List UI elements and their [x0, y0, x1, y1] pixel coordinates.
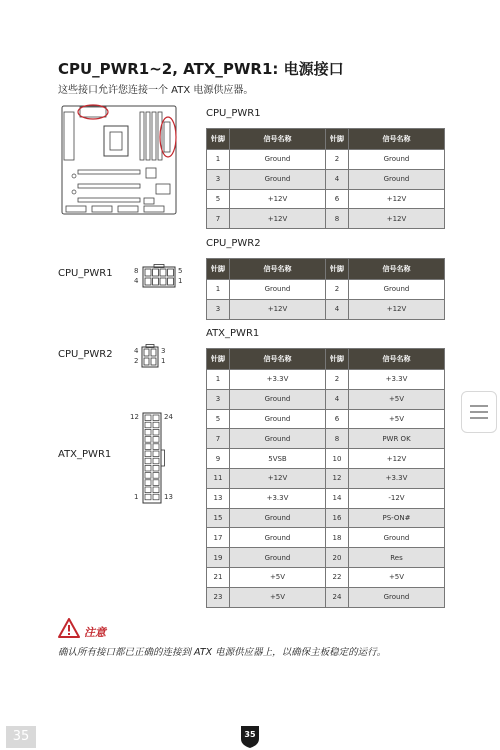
connector-pin — [145, 465, 151, 471]
table-header: 针脚 — [207, 349, 230, 370]
pin-cell: 3 — [207, 389, 230, 409]
connector-pin — [153, 480, 159, 486]
connector-pin — [153, 458, 159, 464]
pin-cell: 1 — [207, 370, 230, 390]
atx-pwr1-pin-table — [206, 348, 445, 608]
connector-pin — [153, 494, 159, 500]
table-row — [207, 587, 445, 607]
pin-cell: 12 — [326, 468, 349, 488]
connector-pin — [145, 422, 151, 428]
connector-pin — [153, 429, 159, 435]
pin-cell: 11 — [207, 468, 230, 488]
pin-cell: 17 — [207, 528, 230, 548]
pin-cell: 1 — [207, 150, 230, 170]
table-row — [207, 508, 445, 528]
pin-number: 1 — [134, 493, 139, 501]
page-number-box: 35 — [6, 726, 36, 748]
pin-number: 1 — [161, 357, 166, 365]
table-row — [207, 299, 445, 319]
signal-cell: +5V — [349, 389, 445, 409]
cpu-pwr1-label: CPU_PWR1 — [58, 268, 113, 279]
table-header: 针脚 — [326, 349, 349, 370]
connector-pin — [153, 444, 159, 450]
signal-cell: Ground — [349, 169, 445, 189]
caution-text: 确认所有接口都已正确的连接到 ATX 电源供应器上，以确保主板稳定的运行。 — [58, 647, 387, 658]
cpu-pwr2-label: CPU_PWR2 — [58, 349, 113, 360]
connector-pin — [145, 487, 151, 493]
page-badge — [240, 725, 260, 749]
table-row — [207, 169, 445, 189]
atx-pwr1-table-title: ATX_PWR1 — [206, 328, 260, 339]
table-row — [207, 449, 445, 469]
pin-number: 4 — [134, 347, 139, 355]
table-header: 针脚 — [207, 259, 230, 280]
table-row — [207, 189, 445, 209]
pin-cell: 2 — [326, 370, 349, 390]
pin-number: 1 — [178, 277, 183, 285]
signal-cell: +12V — [349, 209, 445, 229]
pin-cell: 6 — [326, 409, 349, 429]
signal-cell: +5V — [349, 567, 445, 587]
pin-cell: 18 — [326, 528, 349, 548]
motherboard-diagram — [60, 104, 178, 216]
signal-cell: +5V — [349, 409, 445, 429]
signal-cell: Res — [349, 548, 445, 568]
table-row — [207, 488, 445, 508]
cpu-pwr1-table-title: CPU_PWR1 — [206, 108, 261, 119]
atx-pwr1-label: ATX_PWR1 — [58, 449, 112, 460]
caution-title: 注意 — [84, 626, 106, 639]
pin-cell: 13 — [207, 488, 230, 508]
cpu-pwr1-connector-diagram — [142, 264, 176, 288]
signal-cell: Ground — [230, 548, 326, 568]
connector-pin — [153, 465, 159, 471]
connector-pin — [145, 415, 151, 421]
signal-cell: Ground — [230, 508, 326, 528]
signal-cell: Ground — [230, 280, 326, 300]
connector-pin — [153, 451, 159, 457]
pin-number: 12 — [130, 413, 139, 421]
connector-pin — [145, 429, 151, 435]
pin-number: 4 — [134, 277, 139, 285]
pin-number: 3 — [161, 347, 166, 355]
connector-pin — [153, 437, 159, 443]
pin-cell: 1 — [207, 280, 230, 300]
pin-cell: 9 — [207, 449, 230, 469]
connector-pin — [145, 473, 151, 479]
connector-pin — [145, 458, 151, 464]
pin-cell: 15 — [207, 508, 230, 528]
signal-cell: Ground — [230, 389, 326, 409]
warning-icon — [58, 618, 80, 638]
pin-cell: 7 — [207, 209, 230, 229]
pin-cell: 20 — [326, 548, 349, 568]
table-row — [207, 468, 445, 488]
pin-cell: 7 — [207, 429, 230, 449]
connector-pin — [153, 473, 159, 479]
signal-cell: Ground — [349, 150, 445, 170]
table-row — [207, 548, 445, 568]
signal-cell: 5VSB — [230, 449, 326, 469]
table-row — [207, 389, 445, 409]
table-header: 针脚 — [326, 129, 349, 150]
signal-cell: +3.3V — [349, 370, 445, 390]
signal-cell: Ground — [230, 409, 326, 429]
signal-cell: +12V — [349, 189, 445, 209]
table-header: 信号名称 — [349, 259, 445, 280]
signal-cell: -12V — [349, 488, 445, 508]
pin-cell: 3 — [207, 299, 230, 319]
pin-cell: 3 — [207, 169, 230, 189]
pin-cell: 8 — [326, 429, 349, 449]
cpu-pwr2-pin-table — [206, 258, 445, 320]
cpu-pwr2-table-title: CPU_PWR2 — [206, 238, 261, 249]
signal-cell: +12V — [349, 449, 445, 469]
signal-cell: +5V — [230, 587, 326, 607]
signal-cell: Ground — [230, 429, 326, 449]
signal-cell: Ground — [349, 587, 445, 607]
signal-cell: +12V — [230, 189, 326, 209]
pin-cell: 22 — [326, 567, 349, 587]
pin-cell: 10 — [326, 449, 349, 469]
signal-cell: Ground — [230, 528, 326, 548]
signal-cell: +12V — [349, 299, 445, 319]
connector-pin — [153, 422, 159, 428]
pin-number: 8 — [134, 267, 139, 275]
pin-cell: 23 — [207, 587, 230, 607]
pin-cell: 24 — [326, 587, 349, 607]
table-row — [207, 370, 445, 390]
signal-cell: +12V — [230, 468, 326, 488]
signal-cell: +3.3V — [230, 370, 326, 390]
connector-pin — [145, 437, 151, 443]
connector-pin — [153, 487, 159, 493]
pin-number: 13 — [164, 493, 173, 501]
page-subtitle: 这些接口允许您连接一个 ATX 电源供应器。 — [58, 85, 254, 96]
table-row — [207, 209, 445, 229]
signal-cell: Ground — [349, 280, 445, 300]
connector-pin — [145, 480, 151, 486]
hamburger-icon — [470, 405, 488, 407]
pin-cell: 19 — [207, 548, 230, 568]
connector-pin — [153, 415, 159, 421]
signal-cell: PWR OK — [349, 429, 445, 449]
table-header: 信号名称 — [349, 349, 445, 370]
pin-cell: 4 — [326, 389, 349, 409]
table-row — [207, 409, 445, 429]
pin-cell: 6 — [326, 189, 349, 209]
signal-cell: Ground — [349, 528, 445, 548]
table-header: 针脚 — [207, 129, 230, 150]
table-header: 信号名称 — [230, 259, 326, 280]
pin-cell: 5 — [207, 189, 230, 209]
table-row — [207, 567, 445, 587]
signal-cell: Ground — [230, 169, 326, 189]
cpu-pwr1-pin-table — [206, 128, 445, 229]
signal-cell: +5V — [230, 567, 326, 587]
connector-pin — [145, 451, 151, 457]
pin-cell: 2 — [326, 280, 349, 300]
table-row — [207, 280, 445, 300]
hamburger-icon — [470, 411, 488, 413]
menu-button[interactable] — [461, 391, 497, 433]
hamburger-icon — [470, 417, 488, 419]
atx-pwr1-connector-diagram — [142, 412, 166, 504]
table-header: 信号名称 — [230, 349, 326, 370]
table-header: 信号名称 — [349, 129, 445, 150]
signal-cell: +12V — [230, 209, 326, 229]
table-row — [207, 528, 445, 548]
signal-cell: +3.3V — [349, 468, 445, 488]
signal-cell: +3.3V — [230, 488, 326, 508]
pin-cell: 5 — [207, 409, 230, 429]
pin-cell: 21 — [207, 567, 230, 587]
pin-cell: 14 — [326, 488, 349, 508]
table-row — [207, 150, 445, 170]
pin-cell: 2 — [326, 150, 349, 170]
pin-cell: 4 — [326, 169, 349, 189]
pin-cell: 4 — [326, 299, 349, 319]
connector-pin — [145, 494, 151, 500]
signal-cell: +12V — [230, 299, 326, 319]
signal-cell: Ground — [230, 150, 326, 170]
table-header: 信号名称 — [230, 129, 326, 150]
cpu-pwr2-connector-diagram — [141, 344, 159, 368]
connector-pin — [145, 444, 151, 450]
pin-number: 24 — [164, 413, 173, 421]
table-row — [207, 429, 445, 449]
pin-cell: 16 — [326, 508, 349, 528]
pin-cell: 8 — [326, 209, 349, 229]
page-badge-number: 35 — [244, 730, 256, 739]
pin-number: 5 — [178, 267, 183, 275]
signal-cell: PS-ON# — [349, 508, 445, 528]
page-title: CPU_PWR1~2, ATX_PWR1: 电源接口 — [58, 60, 344, 78]
table-header: 针脚 — [326, 259, 349, 280]
pin-number: 2 — [134, 357, 139, 365]
